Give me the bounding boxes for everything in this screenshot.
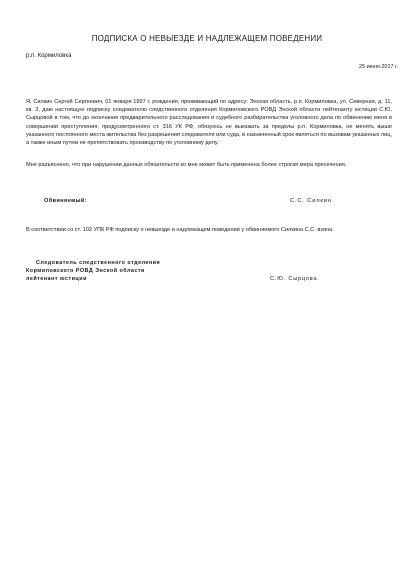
document-place: р.п. Кормиловка <box>26 53 72 59</box>
investigator-rank: лейтенант юстиции <box>26 275 87 282</box>
investigator-name: С.Ю. Сырцова <box>270 276 318 282</box>
investigator-block <box>26 260 160 283</box>
document-title: ПОДПИСКА О НЕВЫЕЗДЕ И НАДЛЕЖАЩЕМ ПОВЕДЕНИИ <box>91 34 323 43</box>
investigator-department: Кормиловского РОВД Энской области <box>26 267 145 274</box>
accused-label: Обвиняемый: <box>44 198 87 204</box>
paragraph-warning: Мне разъяснено, что при нарушении данных обязательств ко мне может быть применена более строгая мера пресечения. <box>26 162 347 168</box>
accused-name: С.С. Силкин <box>290 198 332 204</box>
document-date: 25 июня 2017 г. <box>358 64 398 70</box>
investigator-title: Следователь следственного отделения <box>36 260 161 266</box>
paragraph-obligation: Я, Силкин Сергей Сергеевич, 01 января 1997 г. рождения, проживающий по адресу: Энская область, р.п. Кормиловка, ул. Северная, д. 11, кв. 3, даю настоящую подписку следователю следственного отделения Кормиловского РОВД Энской области лейтенанту юстиции С.Ю. Сырцовой в том, что до окончания предварительного расследования и судебного разбирательства уголовного дела по обвинению меня в совершении преступления, предусмотренного ст. 316 УК РФ, обязуюсь не выезжать за пределы р.п. Кормиловка, не менять выше указанного постоянного места жительства без разрешения следователя или суда, в назначенный срок являться по вызовам указанных лиц, а также иным путем не препятствовать производству по уголовному делу. <box>26 99 392 147</box>
paragraph-acceptance: В соответствии со ст. 102 УПК РФ подписку о невыезде и надлежащем поведении у обвиняемого Силкина С.С. взяла. <box>26 227 334 233</box>
